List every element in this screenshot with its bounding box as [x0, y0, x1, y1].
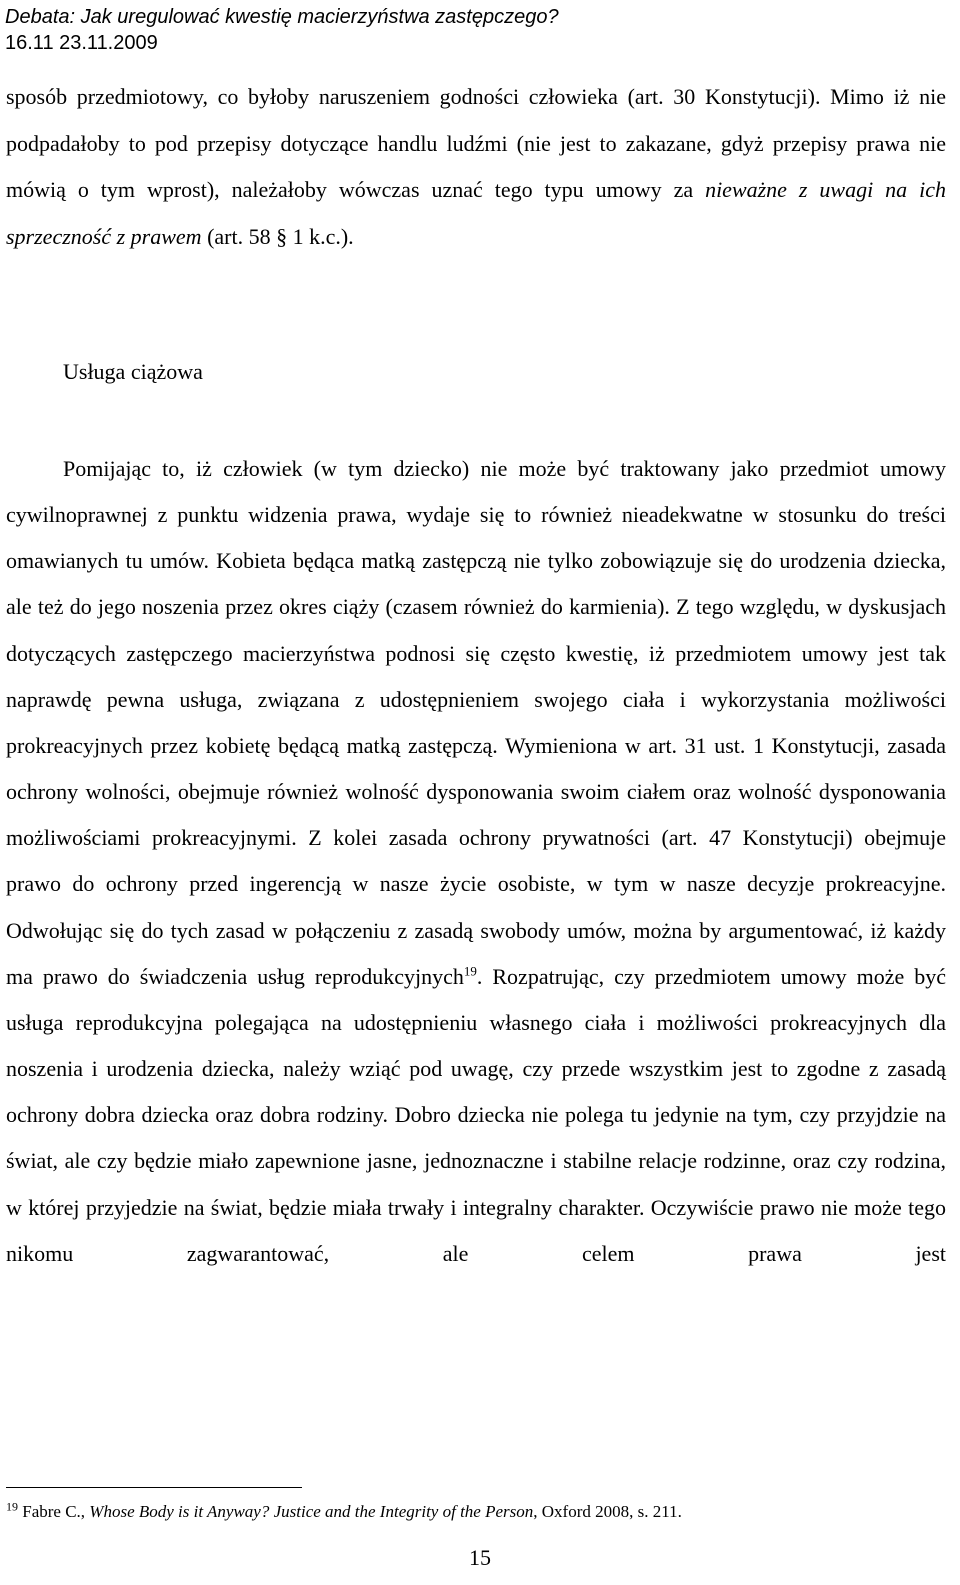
paragraph-text: Pomijając to, iż człowiek (w tym dziecko) nie może być traktowany jako przedmiot umowy cywilnoprawnej z punktu widzenia prawa, wydaje się to również nieadekwatne w stosunku do treści omawianych tu umów. Kobieta będąca matką zastępczą nie tylko zobowiązuje się do urodzenia dziecka, ale też do jego noszenia przez okres ciąży (czasem również do karmienia). Z tego względu, w dyskusjach dotyczących zastępczego macierzyństwa podnosi się często kwestię, iż przedmiotem umowy jest tak naprawdę pewna usługa, związana z udostępnieniem swojego ciała i wykorzystania możliwości prokreacyjnych przez kobietę będącą matką zastępczą. Wymieniona w art. 31 ust. 1 Konstytucji, zasada ochrony wolności, obejmuje również wolność dysponowania swoim ciałem oraz wolność dysponowania możliwościami prokreacyjnymi. Z kolei zasada ochrony prywatności (art. 47 Konstytucji) obejmuje prawo do ochrony przed ingerencją w nasze życie osobiste, w tym w nasze decyzje prokreacyjne. Odwołując się do tych zasad w połączeniu z zasadą swobody umów, można by argumentować, iż każdy ma prawo do świadczenia usług reprodukcyjnych: [6, 456, 946, 989]
main-paragraph: [6, 446, 946, 1277]
running-header: [5, 4, 559, 56]
footnote-book-title: Whose Body is it Anyway? Justice and the Integrity of the Person: [89, 1502, 534, 1521]
paragraph-text: sposób przedmiotowy, co byłoby naruszeniem godności człowieka (art. 30 Konstytucji). Mimo iż nie podpadałoby to pod przepisy dotyczące handlu ludźmi (nie jest to zakazane, gdyż przepisy prawa nie mówią o tym wprost), należałoby wówczas uznać tego typu umowy za: [6, 84, 946, 203]
section-heading: Usługa ciążowa: [63, 359, 203, 384]
paragraph-text-continued: . Rozpatrując, czy przedmiotem umowy może być usługa reprodukcyjna polegająca na udostępnieniu własnego ciała i możliwości prokreacyjnych dla noszenia i urodzenia dziecka, należy wziąć pod uwagę, czy przede wszystkim jest to zgodne z zasadą ochrony dobra dziecka oraz dobra rodziny. Dobro dziecka nie polega tu jedynie na tym, czy przyjdzie na świat, ale czy będzie miało zapewnione jasne, jednoznaczne i stabilne relacje rodzinne, oraz czy rodzina, w której przyjedzie na świat, będzie miała trwały i integralny charakter. Oczywiście prawo nie może tego nikomu zagwarantować, ale celem prawa jest: [6, 963, 946, 1266]
footnote-separator: [6, 1487, 302, 1488]
header-dates: 16.11 23.11.2009: [5, 32, 158, 54]
footnote-number: 19: [6, 1499, 18, 1514]
header-title: Debata: Jak uregulować kwestię macierzyństwa zastępczego?: [5, 6, 559, 28]
footnote-author: Fabre C.,: [18, 1502, 90, 1521]
paragraph-text-end: (art. 58 § 1 k.c.).: [201, 223, 354, 249]
continuation-paragraph: [6, 74, 946, 260]
emphasized-phrase: nieważne z uwagi na ich sprzeczność z prawem: [6, 177, 946, 249]
footnote: [6, 1500, 682, 1524]
footnote-publication: , Oxford 2008, s. 211.: [533, 1502, 682, 1521]
footnote-reference[interactable]: 19: [463, 963, 477, 979]
page-number: 15: [469, 1545, 491, 1570]
